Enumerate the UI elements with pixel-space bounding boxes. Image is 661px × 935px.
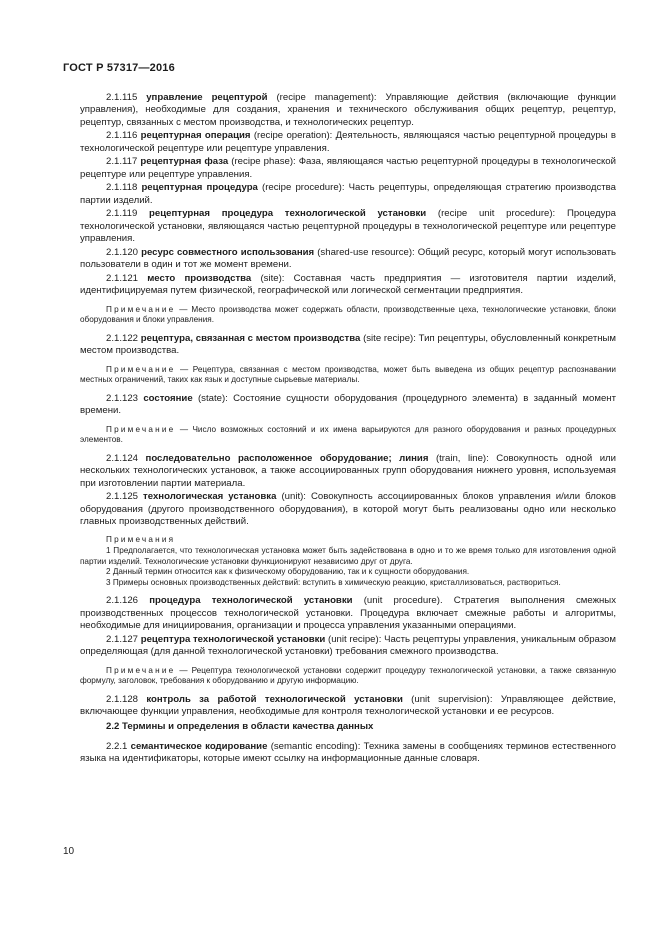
- entry-2-1-120: 2.1.120 ресурс совместного использования (shared-use resource): Общий ресурс, который могут использовать пользователи в один и тот же момент времени.: [80, 246, 617, 271]
- entry-2-1-128: 2.1.128 контроль за работой технологической установки (unit supervision): Управляющее действие, включающее функции управления, необходимые для контроля технологической установки и ее ресурсов.: [80, 693, 616, 718]
- note-item-2: 2 Данный термин относится как к физическому оборудованию, так и к сущности оборудования.: [106, 567, 470, 577]
- entry-2-1-116: 2.1.116 рецептурная операция (recipe operation): Деятельность, являющаяся частью рецептурной процедуры в технологической рецептуре или рецептуре управления.: [80, 130, 616, 154]
- entry-2-1-118: 2.1.118 рецептурная процедура (recipe procedure): Часть рецептуры, определяющая стратегию производства партии изделий.: [80, 182, 616, 206]
- entry-2-1-127: 2.1.127 рецептура технологической установки (unit recipe): Часть рецептуры управления, уникальным образом определяющая (для данной технологической установки) требования смежного производства.: [80, 633, 616, 658]
- entry-2-1-115: 2.1.115 управление рецептурой (recipe management): Управляющие действия (включающие функции управления), необходимые для создания, хранения и технического обслуживания общих рецептур, рецептур, рецептур, связанных с местом производства, и технологических рецептур.: [80, 92, 616, 128]
- entry-2-1-119: 2.1.119 рецептурная процедура технологической установки (recipe unit procedure): Процедура технологической установки, являющаяся частью рецептурной процедуры в технологической рецептуре или рецептуре управления.: [80, 208, 616, 245]
- notes-2-1-125: [80, 535, 616, 588]
- note-2-1-121: Примечание — Место производства может содержать области, производственные цеха, технологические установки, блоки оборудования и блоки управления.: [80, 304, 616, 325]
- entry-2-1-117: 2.1.117 рецептурная фаза (recipe phase): Фаза, являющаяся частью рецептурной процедуры в технологической рецептуре или рецептуре управления.: [80, 156, 617, 180]
- note-2-1-123: Примечание — Число возможных состояний и их имена варьируются для разного оборудования и разных процедурных элементов.: [80, 424, 616, 445]
- entry-2-1-125: 2.1.125 технологическая установка (unit): Совокупность ассоциированных блоков управления и/или блоков оборудования (другого производственного оборудования), в которой могут быть реализованы одно или несколько главных производственных действий.: [80, 491, 616, 528]
- note-2-1-127: Примечание — Рецептура технологической установки содержит процедуру технологической установки, а также связанную формулу, заголовок, требования к оборудованию и другую информацию.: [80, 665, 616, 686]
- note-item-3: 3 Примеры основных производственных действий: вступить в химическую реакцию, кристаллизоваться, раствориться.: [106, 577, 561, 587]
- page-number: 10: [63, 846, 75, 857]
- entry-2-1-126: 2.1.126 процедура технологической установки (unit procedure). Стратегия выполнения смежных производственных процессов технологической установки. Процедура включает смежные работы и алгоритмы, необходимые для инициирования, организации и процесса управления указанными операциями.: [80, 595, 616, 632]
- document-header: ГОСТ Р 57317—2016: [63, 62, 175, 74]
- document-body: [80, 92, 616, 767]
- note-2-1-122: Примечание — Рецептура, связанная с местом производства, может быть выведена из общих рецептур распознавании местных ограничений, таких как язык и доступные сырьевые материалы.: [80, 364, 616, 385]
- entry-2-1-122: 2.1.122 рецептура, связанная с местом производства (site recipe): Тип рецептуры, обусловленный конкретным местом производства.: [80, 332, 617, 357]
- note-item-1: 1 Предполагается, что технологическая установка может быть задействована в одно и то же время только для изготовления одной партии изделий. Технологические установки функционируют независимо друг от друга.: [80, 546, 616, 566]
- entry-2-1-123: 2.1.123 состояние (state): Состояние сущности оборудования (процедурного элемента) в заданный момент времени.: [80, 392, 616, 417]
- section-title-2-2: 2.2 Термины и определения в области качества данных: [106, 720, 374, 732]
- entry-2-1-124: 2.1.124 последовательно расположенное оборудование; линия (train, line): Совокупность одной или нескольких технологических установок, а также ассоциированных групп оборудования нижнего уровня, используемая при изготовлении партии материала.: [80, 452, 617, 489]
- entry-2-2-1: 2.2.1 семантическое кодирование (semantic encoding): Техника замены в сообщениях терминов естественного языка на идентификаторы, которые имеют ссылку на информационные данные словаря.: [80, 741, 616, 765]
- notes-heading: Примечания: [106, 535, 176, 545]
- entry-2-1-121: 2.1.121 место производства (site): Составная часть предприятия — изготовителя партии изделий, идентифицируемая путем физической, географической или логической сегментации предприятия.: [80, 272, 617, 297]
